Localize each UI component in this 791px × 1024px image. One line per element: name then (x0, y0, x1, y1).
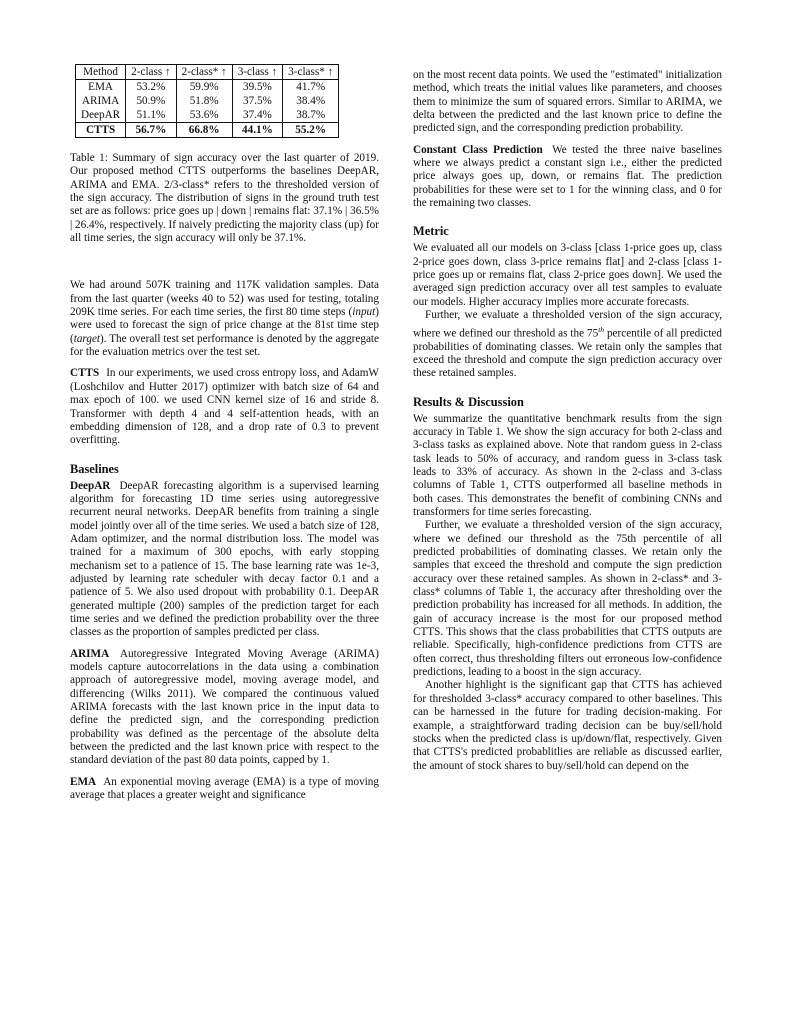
table-cell: 51.8% (176, 94, 232, 108)
deepar-paragraph (70, 480, 379, 640)
table-row (76, 94, 339, 108)
paragraph-text: Autoregressive Integrated Moving Average (ARIMA) models capture autocorrelations in the data using a combination approach of autoregressive model, moving average model, and differencing (Wilks 2011). We compared the continuous valued ARIMA forecasts with the last known price in the input data to define the predicted sign, and the corresponding prediction probability was defined as the percentage of the absolute delta between the predicted and the last known price with respect to the standard deviation of the past 80 data points, capped by 1. (70, 647, 380, 767)
table-header-cell: 2-class* ↑ (176, 65, 232, 80)
data-paragraph (70, 279, 379, 359)
section-heading: Metric (413, 224, 449, 239)
runin-heading: EMA (70, 775, 97, 788)
table-cell: 39.5% (232, 80, 282, 95)
table-cell: 41.7% (283, 80, 339, 95)
section-heading: Baselines (70, 461, 119, 476)
paragraph-text: We tested the three naive baselines where we always predict a constant sign i.e., either the predicted price always goes up, down, or remains flat. The prediction probabilities for these were set to 1 for the winning class, and 0 for the remaining two classes. (413, 143, 722, 210)
table-cell: 56.7% (126, 123, 176, 138)
paragraph-text: In our experiments, we used cross entropy loss, and AdamW (Loshchilov and Hutter 2017) optimizer with batch size of 64 and max epoch of 100. we used CNN kernel size of 16 and stride 8. Transformer with depth 4 and 4 self-attention heads, with an embedding dimension of 128, and a drop rate of 0.3 to prevent overfitting. (70, 367, 379, 447)
text-span: ). The overall test set performance is denoted by the aggregate for the evaluation metrics over the test set. (70, 332, 379, 359)
runin-heading: Constant Class Prediction (413, 143, 543, 156)
table-cell: DeepAR (76, 108, 126, 123)
table-row (76, 108, 339, 123)
metric-paragraph: We evaluated all our models on 3-class [class 1-price goes up, class 2-price goes down, class 3-price remains flat] and 2-class [class 1-price goes up or remains flat, class 2-price goes down]. We used the averaged sign prediction accuracy over all test samples to evaluate our models. Higher accuracy implies more accurate forecasts. (413, 242, 722, 308)
ema-continued-paragraph: on the most recent data points. We used the "estimated" initialization method, which treats the initial values like parameters, and chooses them to minimize the sum of squared errors. Similar to ARIMA, we delta between the predicted and the last known price to define the predicted sign, and the corresponding prediction probability. (413, 69, 722, 135)
table-header-row (76, 65, 339, 80)
table-cell: 55.2% (283, 123, 339, 138)
paragraph-text: An exponential moving average (EMA) is a type of moving average that places a greater weight and significance (70, 775, 379, 802)
results-paragraph: Another highlight is the significant gap that CTTS has achieved for thresholded 3-class* accuracy compared to other baselines. This can be harnessed in the future for trading decision-making. For example, a straightforward trading decision can be buy/sell/hold stocks when the predicted class is up/down/flat, respectively. Given that CTTS's predicted probablitlies are reliable as discussed earlier, the amount of stock shares to buy/sell/hold can depend on the (413, 679, 722, 772)
text-span: percentile of all predicted probabilities of dominating classes. We retain only the samples that exceed the threshold and compute the sign prediction accuracy over these retained samples. (413, 327, 722, 380)
table-caption: Table 1: Summary of sign accuracy over the last quarter of 2019. Our proposed method CTTS outperforms the baselines DeepAR, ARIMA and EMA. 2/3-class* refers to the thresholded version of the sign accuracy. The distribution of signs in the ground truth test set are as follows: price goes up | down | remains flat: 37.1% | 36.5% | 26.4%, respectively. If naively predicting the majority class (up) for all time series, the sign accuracy will only be 37.1%. (70, 152, 379, 245)
runin-heading: DeepAR (70, 479, 111, 492)
table-cell: 37.5% (232, 94, 282, 108)
right-column (413, 69, 722, 773)
table-cell: 38.7% (283, 108, 339, 123)
section-heading: Results & Discussion (413, 394, 524, 409)
table-cell: 37.4% (232, 108, 282, 123)
results-table (75, 64, 339, 138)
left-column (70, 64, 379, 802)
runin-heading: CTTS (70, 367, 100, 380)
table-cell: EMA (76, 80, 126, 95)
table-header-cell: Method (76, 65, 126, 80)
table-header-cell: 3-class ↑ (232, 65, 282, 80)
table-cell: 53.2% (126, 80, 176, 95)
text-span: We had around 507K training and 117K validation samples. Data from the last quarter (weeks 40 to 52) was used for testing, totaling 209K time series. For each time series, the first 80 time steps ( (70, 279, 379, 319)
ctts-paragraph (70, 367, 379, 447)
table-header-cell: 2-class ↑ (126, 65, 176, 80)
table-cell: CTTS (76, 123, 126, 138)
table-cell: 50.9% (126, 94, 176, 108)
text-span: Further, we evaluate a thresholded version of the sign accuracy, where we defined our threshold as the 75 (413, 309, 722, 340)
table-header-cell: 3-class* ↑ (283, 65, 339, 80)
text-span-italic: input (352, 306, 376, 319)
table-cell: ARIMA (76, 94, 126, 108)
text-span-italic: target (73, 332, 101, 345)
results-paragraph: Further, we evaluate a thresholded version of the sign accuracy, where we defined our threshold as the 75th percentile of all predicted probabilities of dominating classes. We retain only the samples that exceed the threshold and compute the sign prediction accuracy over these retained samples. As shown in 2-class* and 3-class* columns of Table 1, the accuracy after thresholding over the prediction probability has increased for all methods. In addition, the gain of accuracy increase is the most for our proposed method CTTS. This shows that the class probabilities that CTTS outputs are reliable. Specifically, high-confidence predictions from CTTS are often correct, thus thresholding filters out erroneous low-confidence predictions, leading to a boost in the sign accuracy. (413, 519, 722, 679)
superscript: th (598, 324, 605, 334)
table-row-best (76, 123, 339, 138)
results-paragraph: We summarize the quantitative benchmark results from the sign accuracy in Table 1. We show the sign accuracy for both 2-class and 3-class tasks as explained above. Note that random guess in 2-class task leads to 50% of accuracy, and random guess in 3-class task leads to 33% of accuracy. As shown in the 2-class and 3-class columns of Table 1, CTTS outperformed all baseline methods in both cases. This demonstrates the benefit of combining CNNs and transformers for time series forecasting. (413, 412, 722, 519)
paragraph-text: DeepAR forecasting algorithm is a supervised learning algorithm for forecasting 1D time series using autoregressive recurrent neural networks. DeepAR benefits from training a single model jointly over all of the time series. We used a batch size of 128, Adam optimizer, and the normal distribution loss. The model was trained for a maximum of 300 epochs, with early stopping mechanism set to a patience of 15. The base learning rate was 1e-3, adjusted by learning rate scheduler with decay factor 0.1 and a patience of 5. We also used dropout with probability 0.1. DeepAR generated multiple (200) samples of the prediction target for each time series and we defined the prediction probability over the three classes as the proportion of samples predicted per class. (70, 479, 379, 639)
ema-paragraph (70, 776, 379, 803)
runin-heading: ARIMA (70, 647, 110, 660)
table-cell: 53.6% (176, 108, 232, 123)
arima-paragraph (70, 648, 379, 768)
metric-threshold-paragraph (413, 309, 722, 380)
text-span: ) were used to forecast the sign of price change at the 81st time step ( (70, 306, 379, 345)
table-row (76, 80, 339, 95)
table-cell: 51.1% (126, 108, 176, 123)
constant-class-paragraph (413, 144, 722, 211)
table-cell: 44.1% (232, 123, 282, 138)
table-cell: 38.4% (283, 94, 339, 108)
table-cell: 59.9% (176, 80, 232, 95)
table-cell: 66.8% (176, 123, 232, 138)
